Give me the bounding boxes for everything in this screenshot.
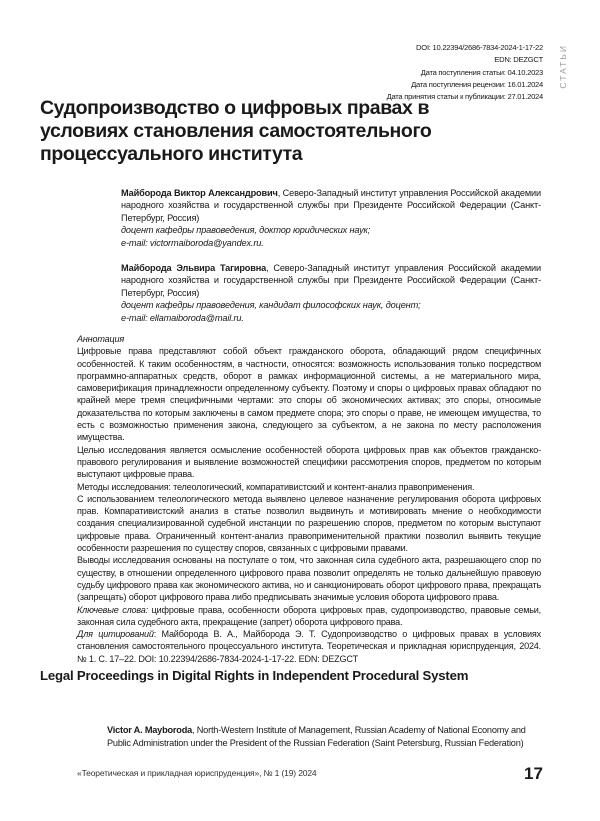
abstract-paragraph: Целью исследования является осмысление особенностей оборота цифровых прав как объектов гражданско-правового регулирования и выявление возможностей специфики рассмотрения споров, предметом по которым выступают цифровые права. bbox=[77, 444, 541, 481]
abstract-heading: Аннотация bbox=[77, 333, 541, 345]
abstract-paragraph: С использованием телеологического метода выявлено целевое назначение регулирования оборота цифровых прав. Компаративистский анализ в статье позволил выдвинуть и мотивировать мнение о необходимости создания специализированной судебной инстанции по разрешению споров, предметом по которым выступают цифровые права. Ограниченный контент-анализ правоприменительной практики позволил выявить текущие особенности разрешения по существу споров, связанных с цифровыми правами. bbox=[77, 493, 541, 554]
author-affiliation: , Северо-Западный институт управления Российской академии народного хозяйства и государственной службы при Президенте Российской Федерации (Санкт-Петербург, Россия) bbox=[121, 188, 541, 223]
received-date: Дата поступления статьи: 04.10.2023 bbox=[387, 67, 543, 79]
author-affiliation: , Северо-Западный институт управления Российской академии народного хозяйства и государственной службы при Президенте Российской Федерации (Санкт-Петербург, Россия) bbox=[121, 263, 541, 298]
article-title: Судопроизводство о цифровых правах в условиях становления самостоятельного процессуального института bbox=[40, 97, 440, 166]
author-email: e-mail: ellamaiboroda@mail.ru. bbox=[121, 312, 541, 324]
author-name: Майборода Виктор Александрович bbox=[121, 188, 278, 198]
author-block bbox=[121, 262, 541, 324]
keywords-label: Ключевые слова: bbox=[77, 605, 148, 615]
abstract bbox=[77, 333, 541, 665]
abstract-paragraph: Методы исследования: телеологический, компаративистский и контент-анализ правоприменения. bbox=[77, 481, 541, 493]
doi: DOI: 10.22394/2686-7834-2024-1-17-22 bbox=[387, 42, 543, 54]
citation bbox=[77, 628, 541, 665]
review-date: Дата поступления рецензии: 16.01.2024 bbox=[387, 79, 543, 91]
footer-journal: «Теоретическая и прикладная юриспруденция», № 1 (19) 2024 bbox=[77, 768, 317, 778]
article-metadata bbox=[387, 42, 543, 103]
page-number: 17 bbox=[524, 764, 543, 784]
english-title: Legal Proceedings in Digital Rights in Independent Procedural System bbox=[40, 668, 468, 683]
author-name: Майборода Эльвира Тагировна bbox=[121, 263, 266, 273]
author-position: доцент кафедры правоведения, доктор юридических наук; bbox=[121, 224, 541, 236]
author-email: e-mail: victormaiboroda@yandex.ru. bbox=[121, 237, 541, 249]
author-block bbox=[121, 187, 541, 249]
english-author-name: Victor A. Mayboroda bbox=[107, 725, 192, 735]
english-author-affiliation: , North-Western Institute of Management, Russian Academy of National Economy and Public Administration under the President of the Russian Federation (Saint Petersburg, Russian Federation) bbox=[107, 725, 526, 748]
edn: EDN: DEZGCT bbox=[387, 54, 543, 66]
keywords bbox=[77, 604, 541, 629]
english-author bbox=[107, 724, 541, 749]
accepted-date: Дата принятия статьи к публикации: 27.01.2024 bbox=[387, 91, 543, 103]
author-position: доцент кафедры правоведения, кандидат философских наук, доцент; bbox=[121, 299, 541, 311]
abstract-paragraph: Выводы исследования основаны на постулате о том, что законная сила судебного акта, разрешающего спор по существу, в отношении определенного цифрового права позволит определять не только дальнейшую правовую судьбу цифрового права как экономического актива, но и санкционировать оборот цифрового права, прекращать (запрещать) оборот цифрового права либо предписывать значимые условия оборота цифрового права. bbox=[77, 554, 541, 603]
abstract-paragraph: Цифровые права представляют собой объект гражданского оборота, обладающий рядом специфичных особенностей. К таким особенностям, в частности, относятся: возможность использования только посредством программно-аппаратных средств, оборот в рамках информационной системы, а не материального мира, самоверификация принадлежности определенному субъекту. Поэтому и споры о цифровых правах обладают по крайней мере тремя специфичными чертами: это споры об экономических активах; это споры, относимые доказательства по которым заключены в самом предмете спора; это споры о праве, не имеющем имущества, то есть с возможностью применения закона, следующего за субъектом, а не закона по месту расположения имущества. bbox=[77, 345, 541, 443]
citation-text: : Майборода В. А., Майборода Э. Т. Судопроизводство о цифровых правах в условиях становления самостоятельного процессуального института. Теоретическая и прикладная юриспруденция, 2024. № 1. С. 17–22. DOI: 10.22394/2686-7834-2024-1-17-22. EDN: DEZGCT bbox=[77, 629, 541, 664]
keywords-text: цифровые права, особенности оборота цифровых прав, судопроизводство, правовые семьи, законная сила судебного акта, прекращение (запрет) оборота цифрового права. bbox=[77, 605, 541, 627]
section-label: СТАТЬИ bbox=[558, 44, 568, 89]
citation-label: Для цитирований bbox=[77, 629, 154, 639]
